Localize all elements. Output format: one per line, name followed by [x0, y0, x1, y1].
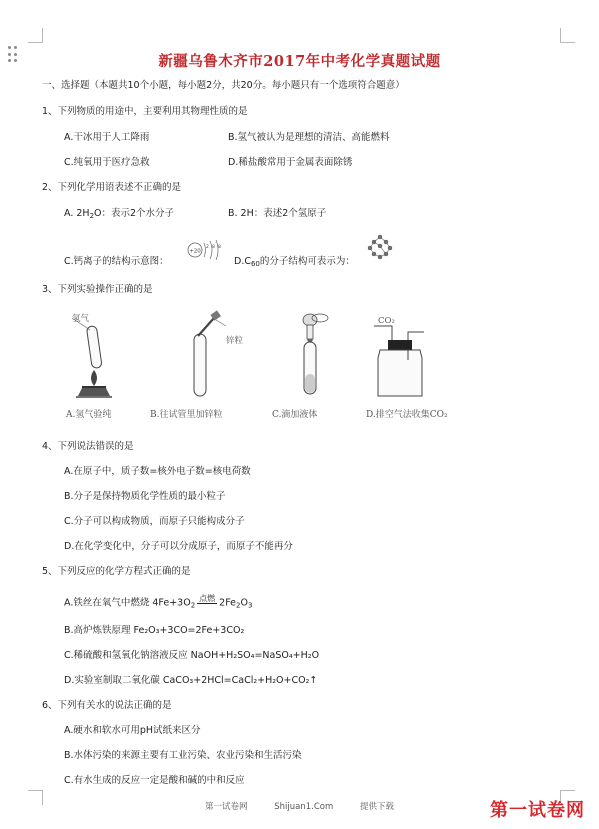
q4-option-c: C.分子可以构成物质，而原子只能构成分子 — [64, 516, 245, 527]
q2-d-text: D.C — [234, 256, 251, 267]
q5-a-sub2: 2 — [236, 601, 241, 610]
footer-site-name: 第一试卷网 — [205, 802, 248, 812]
fig-a-label: 氢气 — [72, 314, 90, 324]
q6-option-b: B.水体污染的来源主要有工业污染、农业污染和生活污染 — [64, 750, 302, 761]
margin-corner-mark — [28, 28, 43, 43]
question-3-stem: 3、下列实验操作正确的是 — [42, 284, 153, 295]
q5-option-c: C.稀硫酸和氢氧化钠溶液反应 NaOH+H₂SO₄=NaSO₄+H₂O — [64, 650, 320, 661]
reaction-condition-text: 点燃 — [199, 594, 216, 603]
svg-text:8: 8 — [212, 245, 215, 250]
page-title: 新疆乌鲁木齐市2017年中考化学真题试题 — [158, 53, 441, 70]
svg-text:8: 8 — [218, 245, 221, 250]
q5-a-product-rest: O — [240, 597, 248, 609]
q3-option-b: B.往试管里加锌粒 — [150, 410, 223, 420]
svg-text:2: 2 — [206, 245, 209, 250]
margin-corner-mark — [560, 28, 575, 43]
q2-d-text-rest: 的分子结构可表示为： — [259, 256, 355, 267]
q5-a-sub: 2 — [190, 601, 196, 610]
question-6-stem: 6、下列有关水的说法正确的是 — [42, 700, 172, 711]
q2-a-subscript: 2 — [89, 212, 95, 220]
q5-option-d: D.实验室制取二氧化碳 CaCO₃+2HCl=CaCl₂+H₂O+CO₂↑ — [64, 675, 318, 686]
reaction-condition — [197, 594, 217, 612]
q1-option-c: C.纯氧用于医疗急救 — [64, 157, 150, 168]
q2-option-b: B. 2H：表述2个氢原子 — [228, 208, 327, 219]
footer-download-text: 提供下载 — [359, 802, 394, 812]
fig-d-label: CO₂ — [378, 316, 395, 326]
q2-a-text-rest: O：表示2个水分子 — [94, 208, 175, 219]
q3-option-c: C.滴加液体 — [272, 410, 318, 420]
question-5-stem: 5、下列反应的化学方程式正确的是 — [42, 566, 191, 577]
fig-b-label: 锌粒 — [226, 336, 244, 346]
q5-a-sub3: 3 — [247, 601, 253, 610]
q5-a-product: 2Fe — [219, 597, 236, 609]
brand-watermark: 第一试卷网 — [490, 800, 585, 821]
zinc-test-tube-figure — [182, 308, 242, 400]
q3-option-d: D.排空气法收集CO₂ — [366, 410, 448, 420]
section-heading: 一、选择题（本题共10个小题，每小题2分，共20分。每小题只有一个选项符合题意） — [42, 80, 405, 91]
q2-a-text: A. 2H — [64, 208, 90, 219]
q5-a-text: A.铁丝在氧气中燃烧 4Fe+3O — [64, 597, 191, 609]
q2-d-subscript: 60 — [250, 260, 260, 268]
q4-option-a: A.在原子中，质子数=核外电子数=核电荷数 — [64, 466, 251, 477]
q2-option-d — [234, 256, 355, 268]
question-4-stem: 4、下列说法错误的是 — [42, 441, 134, 452]
q5-option-b: B.高炉炼铁原理 Fe₂O₃+3CO=2Fe+3CO₂ — [64, 625, 245, 636]
gas-collection-figure — [368, 318, 438, 400]
svg-text:+20: +20 — [189, 248, 201, 255]
q6-option-c: C.有水生成的反应一定是酸和碱的中和反应 — [64, 775, 245, 786]
question-1-stem: 1、下列物质的用途中，主要利用其物理性质的是 — [42, 106, 248, 117]
footer-site-url[interactable]: Shijuan1.Com — [274, 802, 334, 812]
dropper-figure — [290, 308, 330, 400]
q1-option-b: B.氢气被认为是理想的清洁、高能燃料 — [228, 132, 390, 143]
q1-option-d: D.稀盐酸常用于金属表面除锈 — [228, 157, 353, 168]
q2-option-a — [64, 208, 174, 220]
q1-option-a: A.干冰用于人工降雨 — [64, 132, 150, 143]
question-2-stem: 2、下列化学用语表述不正确的是 — [42, 182, 182, 193]
c60-molecule-diagram — [365, 232, 395, 262]
q2-option-c: C.钙离子的结构示意图： — [64, 256, 169, 267]
q5-option-a — [64, 594, 252, 612]
q6-option-a: A.硬水和软水可用pH试纸来区分 — [64, 725, 201, 736]
q3-option-a: A.氢气验纯 — [66, 410, 112, 420]
q4-option-d: D.在化学变化中，分子可以分成原子，而原子不能再分 — [64, 541, 293, 552]
q4-option-b: B.分子是保持物质化学性质的最小粒子 — [64, 491, 226, 502]
calcium-ion-diagram — [186, 235, 226, 265]
